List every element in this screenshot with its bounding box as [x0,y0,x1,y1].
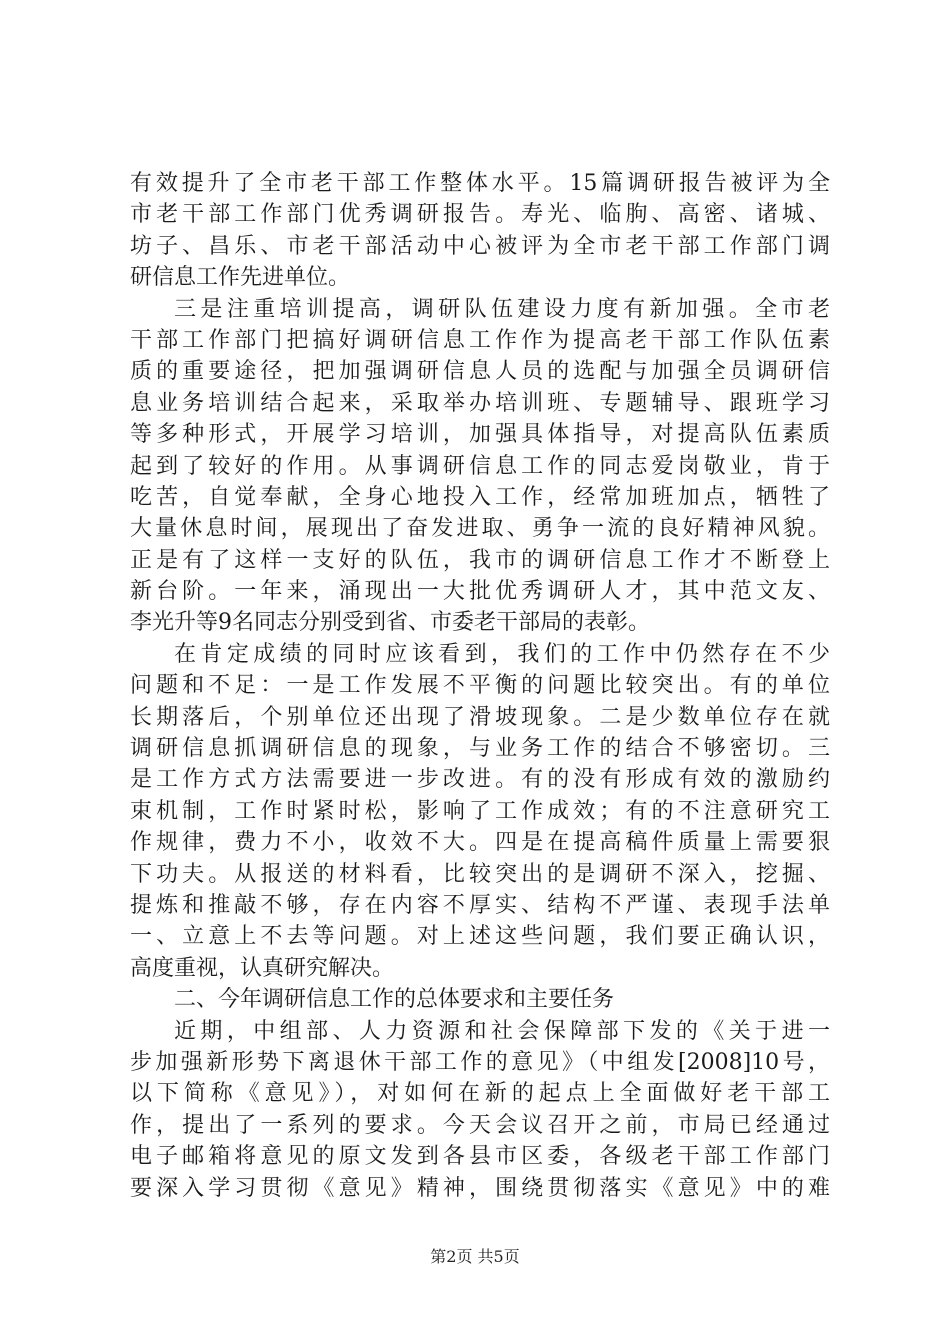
text-line: 研信息工作先进单位。 [130,265,351,291]
text-line: 电子邮箱将意见的原文发到各县市区委，各级老干部工作部门 [130,1144,830,1170]
document-body [130,168,830,1204]
text-line: 长期落后，个别单位还出现了滑坡现象。二是少数单位存在就 [130,704,830,730]
text-line: 近期，中组部、人力资源和社会保障部下发的《关于进一 [174,1018,830,1044]
page-footer: 第2页 共5页 [430,1247,520,1266]
text-line: 一、立意上不去等问题。对上述这些问题，我们要正确认识， [130,924,830,950]
text-line: 是工作方式方法需要进一步改进。有的没有形成有效的激励约 [130,767,830,793]
text-line: 三是注重培训提高，调研队伍建设力度有新加强。全市老 [174,296,830,322]
text-line: 市老干部工作部门优秀调研报告。寿光、临朐、高密、诸城、 [130,202,830,228]
text-line: 要深入学习贯彻《意见》精神，围绕贯彻落实《意见》中的难 [130,1175,830,1201]
text-line: 以下简称《意见》），对如何在新的起点上全面做好老干部工 [130,1081,830,1107]
text-line: 坊子、昌乐、市老干部活动中心被评为全市老干部工作部门调 [130,233,830,259]
text-line: 正是有了这样一支好的队伍，我市的调研信息工作才不断登上 [130,547,830,573]
text-line: 等多种形式，开展学习培训，加强具体指导，对提高队伍素质 [130,422,830,448]
text-line: 有效提升了全市老干部工作整体水平。15篇调研报告被评为全 [130,171,830,196]
text-line: 李光升等9名同志分别受到省、市委老干部局的表彰。 [130,610,650,636]
text-line: 调研信息抓调研信息的现象，与业务工作的结合不够密切。三 [130,736,830,762]
text-line: 在肯定成绩的同时应该看到，我们的工作中仍然存在不少 [174,641,830,667]
text-line: 息业务培训结合起来，采取举办培训班、专题辅导、跟班学习 [130,390,830,416]
text-line: 束机制，工作时紧时松，影响了工作成效；有的不注意研究工 [130,798,830,824]
text-line: 作规律，费力不小，收效不大。四是在提高稿件质量上需要狠 [130,830,830,856]
text-line: 大量休息时间，展现出了奋发进取、勇争一流的良好精神风貌。 [130,516,830,542]
text-line: 作，提出了一系列的要求。今天会议召开之前，市局已经通过 [130,1112,830,1138]
text-line: 二、今年调研信息工作的总体要求和主要任务 [174,987,615,1013]
text-line: 起到了较好的作用。从事调研信息工作的同志爱岗敬业，肯于 [130,453,830,479]
text-line: 提炼和推敲不够，存在内容不厚实、结构不严谨、表现手法单 [130,892,830,918]
text-line: 下功夫。从报送的材料看，比较突出的是调研不深入，挖掘、 [130,861,830,887]
text-line: 新台阶。一年来，涌现出一大批优秀调研人才，其中范文友、 [130,579,830,605]
text-line: 质的重要途径，把加强调研信息人员的选配与加强全员调研信 [130,359,830,385]
text-line: 干部工作部门把搞好调研信息工作作为提高老干部工作队伍素 [130,327,830,353]
text-line: 问题和不足：一是工作发展不平衡的问题比较突出。有的单位 [130,673,830,699]
text-line: 步加强新形势下离退休干部工作的意见》（中组发[2008]10号， [130,1049,830,1075]
text-line: 高度重视，认真研究解决。 [130,955,395,981]
text-line: 吃苦，自觉奉献，全身心地投入工作，经常加班加点，牺牲了 [130,484,830,510]
